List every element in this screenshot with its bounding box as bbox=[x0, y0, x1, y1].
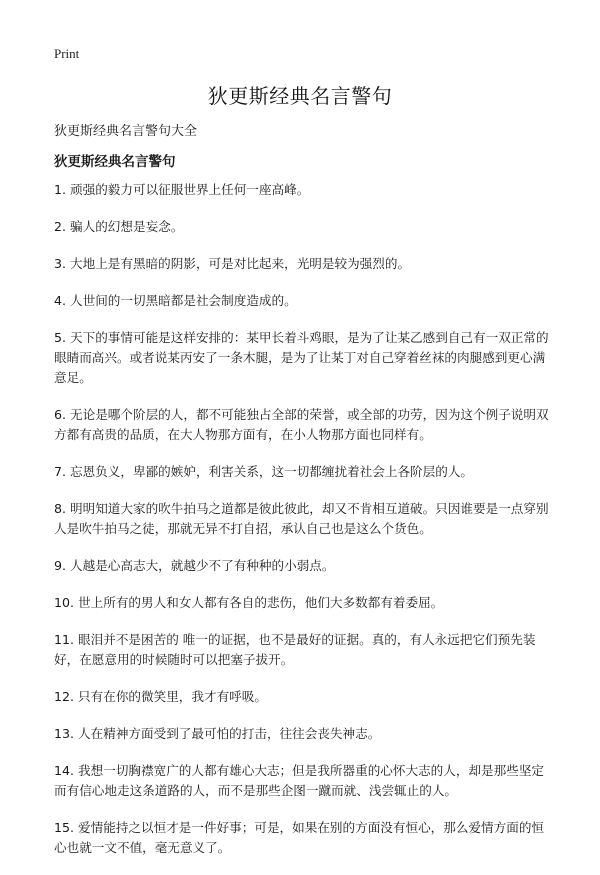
page-subtitle: 狄更斯经典名言警句大全 bbox=[54, 124, 198, 139]
quote-item: 15. 爱情能持之以恒才是一件好事；可是，如果在别的方面没有恒心，那么爱情方面的恒心也就一文不值，毫无意义了。 bbox=[54, 820, 545, 855]
quote-item: 11. 眼泪并不是困苦的 唯一的证据，也不是最好的证据。真的，有人永远把它们预先装好，在愿意用的时候随时可以把塞子拔开。 bbox=[54, 632, 536, 667]
quote-item: 10. 世上所有的男人和女人都有各自的悲伤，他们大多数都有着委屈。 bbox=[54, 595, 444, 610]
quote-item: 9. 人越是心高志大，就越少不了有种种的小弱点。 bbox=[54, 558, 335, 573]
quote-list bbox=[54, 180, 552, 875]
print-link[interactable]: Print bbox=[54, 46, 80, 61]
quote-item: 3. 大地上是有黑暗的阴影，可是对比起来，光明是较为强烈的。 bbox=[54, 256, 411, 271]
quote-item: 7. 忘恩负义，卑鄙的嫉妒，利害关系，这一切都缠扰着社会上各阶层的人。 bbox=[54, 464, 474, 479]
section-heading: 狄更斯经典名言警句 bbox=[54, 154, 176, 170]
quote-item: 13. 人在精神方面受到了最可怕的打击，往往会丧失神志。 bbox=[54, 726, 381, 741]
quote-item: 8. 明明知道大家的吹牛拍马之道都是彼此彼此，却又不肯相互道破。只因谁要是一点穿别人是吹牛拍马之徒，那就无异不打自招，承认自己也是这么个货色。 bbox=[54, 501, 549, 536]
page-title: 狄更斯经典名言警句 bbox=[207, 84, 393, 108]
quote-item: 12. 只有在你的微笑里，我才有呼吸。 bbox=[54, 689, 267, 704]
quote-item: 14. 我想一切胸襟宽广的人都有雄心大志；但是我所器重的心怀大志的人，却是那些坚定而有信心地走这条道路的人，而不是那些企图一蹴而就、浅尝辄止的人。 bbox=[54, 763, 545, 798]
quote-item: 1. 顽强的毅力可以征服世界上任何一座高峰。 bbox=[54, 182, 310, 197]
quote-item: 4. 人世间的一切黑暗都是社会制度造成的。 bbox=[54, 293, 297, 308]
quote-item: 6. 无论是哪个阶层的人，都不可能独占全部的荣誉，或全部的功劳，因为这个例子说明双方都有高贵的品质，在大人物那方面有，在小人物那方面也同样有。 bbox=[54, 407, 549, 442]
quote-item: 2. 骗人的幻想是妄念。 bbox=[54, 219, 184, 234]
quote-item: 5. 天下的事情可能是这样安排的：某甲长着斗鸡眼，是为了让某乙感到自己有一双正常的眼睛而高兴。或者说某丙安了一条木腿，是为了让某丁对自己穿着丝袜的肉腿感到更心满意足。 bbox=[54, 330, 549, 385]
